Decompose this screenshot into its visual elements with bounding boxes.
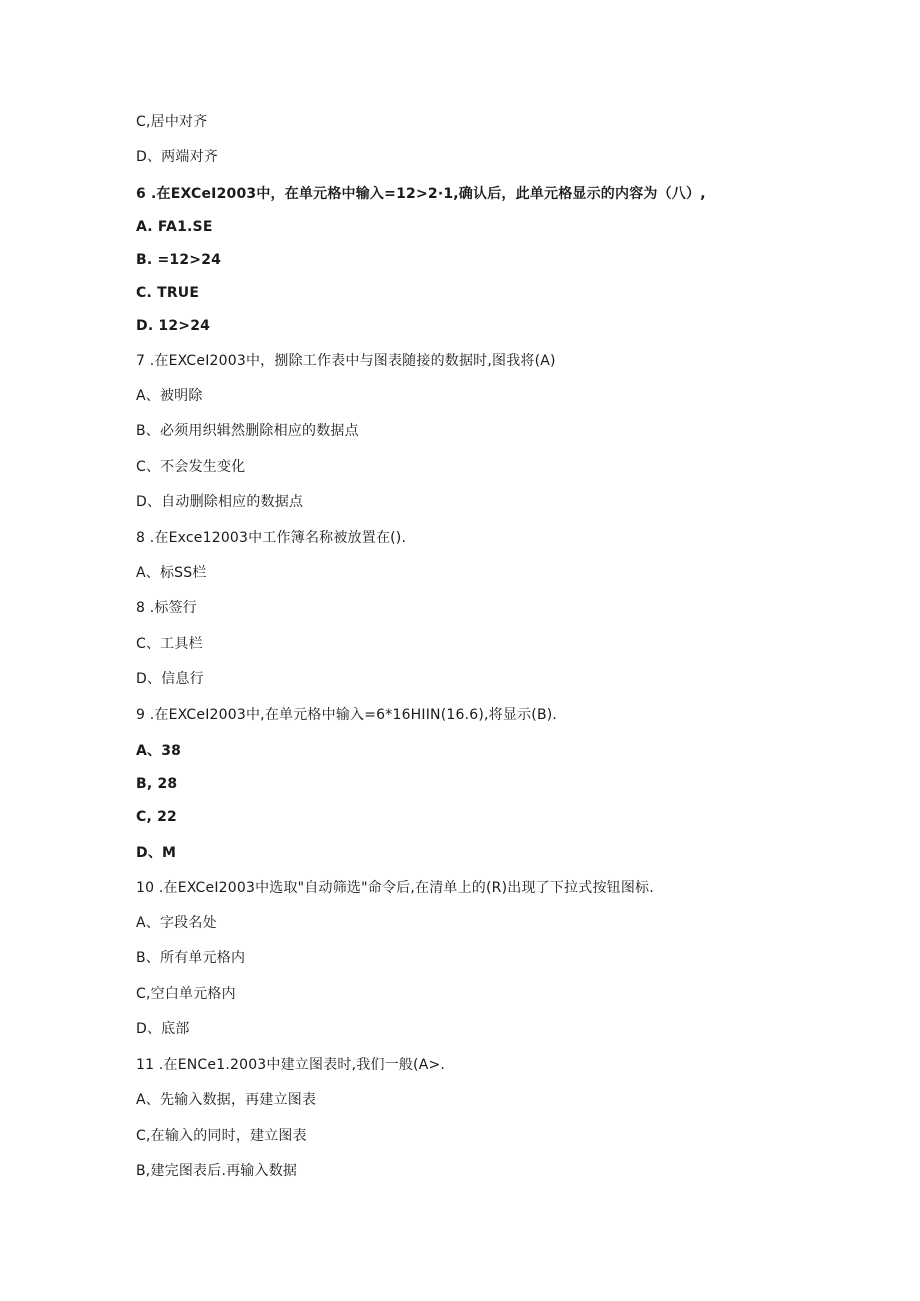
option-line: D、底部 — [136, 1021, 190, 1037]
question-8: 8 .在Exce12003中工作簿名称被放置在(). — [136, 530, 407, 546]
option-line: A. FA1.SE — [136, 219, 213, 235]
option-line: B. =12>24 — [136, 252, 222, 268]
option-line: C,空白单元格内 — [136, 986, 236, 1002]
option-line: A、字段名处 — [136, 915, 217, 931]
option-line: C, 22 — [136, 809, 177, 825]
option-line: B,建完图表后.再输入数据 — [136, 1163, 298, 1179]
option-line: D. 12>24 — [136, 318, 211, 334]
option-line: A、先输入数据，再建立图表 — [136, 1092, 317, 1108]
option-line: D、信息行 — [136, 671, 204, 687]
question-6: 6 .在EXCeI2003中，在单元格中输入=12>2·1,确认后，此单元格显示的内容为（八）, — [136, 186, 706, 202]
option-line: D、两端对齐 — [136, 149, 218, 165]
option-line: C,在输入的同时，建立图表 — [136, 1128, 307, 1144]
option-line: A、被明除 — [136, 388, 203, 404]
question-9: 9 .在EXCeI2003中,在单元格中输入=6*16HIIN(16.6),将显示(B). — [136, 707, 558, 723]
option-line: B、所有单元格内 — [136, 950, 246, 966]
question-7: 7 .在EXCeI2003中，捌除工作表中与图表随接的数据时,图我将(A) — [136, 353, 556, 369]
option-line: C,居中对齐 — [136, 114, 208, 130]
option-line: D、自动删除相应的数据点 — [136, 494, 304, 510]
option-line: 8 .标签行 — [136, 600, 198, 616]
question-10: 10 .在EXCeI2003中选取"自动筛选"命令后,在清单上的(R)出现了下拉式按钮图标. — [136, 880, 654, 896]
option-line: A、标SS栏 — [136, 565, 207, 581]
option-line: B, 28 — [136, 776, 178, 792]
option-line: C、不会发生变化 — [136, 459, 246, 475]
option-line: B、必须用织辑然删除相应的数据点 — [136, 423, 359, 439]
question-11: 11 .在ENCe1.2003中建立图表时,我们一般(A>. — [136, 1057, 446, 1073]
option-line: A、38 — [136, 743, 182, 759]
option-line: D、M — [136, 845, 177, 861]
option-line: C、工具栏 — [136, 636, 203, 652]
option-line: C. TRUE — [136, 285, 200, 301]
